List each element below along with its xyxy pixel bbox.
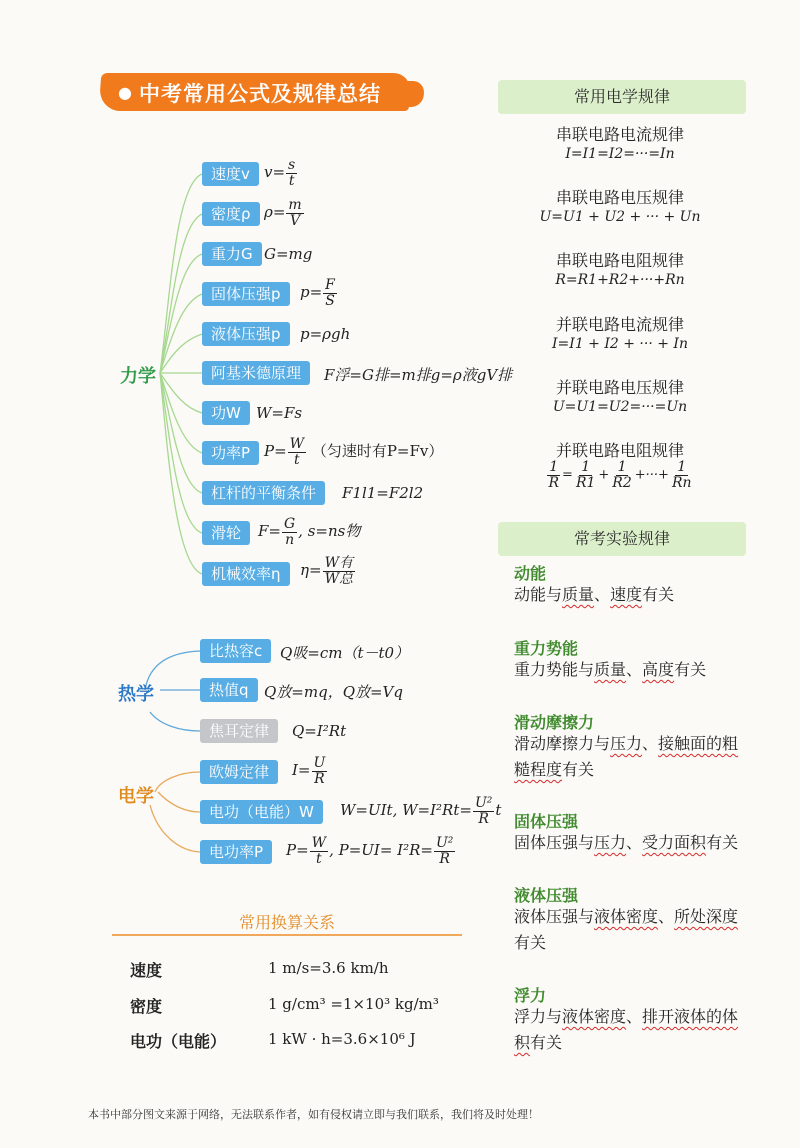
rule-formula: U=U1=U2=···=Un xyxy=(552,399,688,415)
experiment-head: 液体压强 xyxy=(514,886,579,905)
rule-formula: U=U1 + U2 + ··· + Un xyxy=(539,209,701,225)
rule-title: 并联电路电阻规律 xyxy=(555,441,684,460)
pill-heat-value: 热值q xyxy=(200,678,258,702)
pill-gravity: 重力G xyxy=(202,242,262,266)
formula-work: W=Fs xyxy=(256,404,303,422)
formula-density: ρ= $\frac{m}{V}$ xyxy=(264,197,302,229)
category-mechanics: 力学 xyxy=(120,366,156,387)
formula-gravity: G=mg xyxy=(264,245,313,263)
conversion-name-speed: 速度 xyxy=(130,961,163,980)
experiment-body: 液体压强与液体密度、所处深度有关 xyxy=(514,907,739,952)
pill-archimedes: 阿基米德原理 xyxy=(202,361,310,385)
conversion-title: 常用换算关系 xyxy=(238,913,335,932)
formula-solid-pressure: p= $\frac{F}{S}$ xyxy=(300,277,335,309)
category-electric: 电学 xyxy=(118,786,154,807)
rule-title: 串联电路电阻规律 xyxy=(555,251,684,270)
formula-electric-power: P= $\frac{W}{t}$ , P=UI= I²R= $\frac{\text{U²}}{R}$ xyxy=(286,835,454,867)
formula-efficiency: η= $\frac{\text{W有}}{\text{W总}}$ xyxy=(300,555,353,587)
title-bullet: ● xyxy=(118,83,133,102)
formula-power: P= $\frac{W}{t}$ （匀速时有P=Fv） xyxy=(264,436,444,468)
rule-title: 并联电路电流规律 xyxy=(555,315,684,334)
experiment-head: 重力势能 xyxy=(514,639,579,658)
pill-density: 密度ρ xyxy=(202,202,260,226)
copyright-footer: 本书中部分图文来源于网络，无法联系作者，如有侵权请立即与我们联系，我们将及时处理！ xyxy=(88,1108,539,1121)
formula-speed: v= $\frac{s}{t}$ xyxy=(264,157,296,189)
experiment-head: 固体压强 xyxy=(514,812,579,831)
rule-formula: I=I1 + I2 + ··· + In xyxy=(552,336,688,352)
experiment-body: 重力势能与质量、高度有关 xyxy=(514,660,707,679)
pill-lever: 杠杆的平衡条件 xyxy=(202,481,325,505)
conversion-divider xyxy=(112,934,462,936)
experiment-head: 滑动摩擦力 xyxy=(514,713,595,732)
pill-liquid-pressure: 液体压强p xyxy=(202,322,290,346)
electric-rules-header: 常用电学规律 xyxy=(498,80,746,114)
pill-speed: 速度v xyxy=(202,162,259,186)
formula-ohm-law: I= $\frac{U}{R}$ xyxy=(292,755,326,787)
formula-lever: F1l1=F2l2 xyxy=(342,484,424,502)
conversion-value-density: 1 g/cm³ =1×10³ kg/m³ xyxy=(268,995,439,1013)
page-title xyxy=(118,78,381,108)
formula-electric-work: W=UIt, W=I²Rt= $\frac{\text{U²}}{R}$ t xyxy=(340,795,502,827)
pill-specific-heat: 比热容c xyxy=(200,639,271,663)
experiment-body: 滑动摩擦力与压力、接触面的粗糙程度有关 xyxy=(514,734,739,779)
formula-heat-value: Q放=mq，Q放=Vq xyxy=(264,683,403,701)
conversion-name-energy: 电功（电能） xyxy=(130,1032,227,1051)
rule-formula: I=I1=I2=···=In xyxy=(565,146,675,162)
rule-title: 并联电路电压规律 xyxy=(555,378,684,397)
experiment-rules-header: 常考实验规律 xyxy=(498,522,746,556)
pill-ohm-law: 欧姆定律 xyxy=(200,760,278,784)
formula-joule-law: Q=I²Rt xyxy=(292,722,347,740)
formula-liquid-pressure: p=ρgh xyxy=(300,325,351,343)
rule-formula: R=R1+R2+···+Rn xyxy=(555,272,685,288)
experiment-body: 固体压强与压力、受力面积有关 xyxy=(514,833,739,852)
conversion-value-energy: 1 kW · h=3.6×10⁶ J xyxy=(268,1030,416,1048)
formula-pulley: F= $\frac{G}{n}$ , s=ns物 xyxy=(258,516,361,548)
rule-title: 串联电路电压规律 xyxy=(555,188,684,207)
conversion-value-speed: 1 m/s=3.6 km/h xyxy=(268,959,389,977)
rule-formula-parallel-resistance: $\frac{1}{R}$ = $\frac{1}{R1}$ + $\frac{1}{R2}$ +···+ $\frac{1}{Rn}$ xyxy=(548,459,692,491)
pill-efficiency: 机械效率η xyxy=(202,562,290,586)
pill-solid-pressure: 固体压强p xyxy=(202,282,290,306)
rule-title: 串联电路电流规律 xyxy=(555,125,684,144)
page-title-text: 中考常用公式及规律总结 xyxy=(138,82,381,106)
pill-work: 功W xyxy=(202,401,250,425)
category-thermal: 热学 xyxy=(118,684,154,705)
pill-pulley: 滑轮 xyxy=(202,521,250,545)
pill-joule-law: 焦耳定律 xyxy=(200,719,278,743)
experiment-head: 动能 xyxy=(514,564,547,583)
experiment-head: 浮力 xyxy=(514,986,547,1005)
pill-electric-power: 电功率P xyxy=(200,840,272,864)
formula-specific-heat: Q吸=cm（t－t0） xyxy=(280,644,410,662)
experiment-body: 浮力与液体密度、排开液体的体积有关 xyxy=(514,1007,739,1052)
experiment-body: 动能与质量、速度有关 xyxy=(514,585,675,604)
pill-electric-work: 电功（电能）W xyxy=(200,800,323,824)
formula-archimedes: F浮=G排=m排g=ρ液gV排 xyxy=(324,366,513,384)
pill-power: 功率P xyxy=(202,441,259,465)
conversion-name-density: 密度 xyxy=(130,997,163,1016)
